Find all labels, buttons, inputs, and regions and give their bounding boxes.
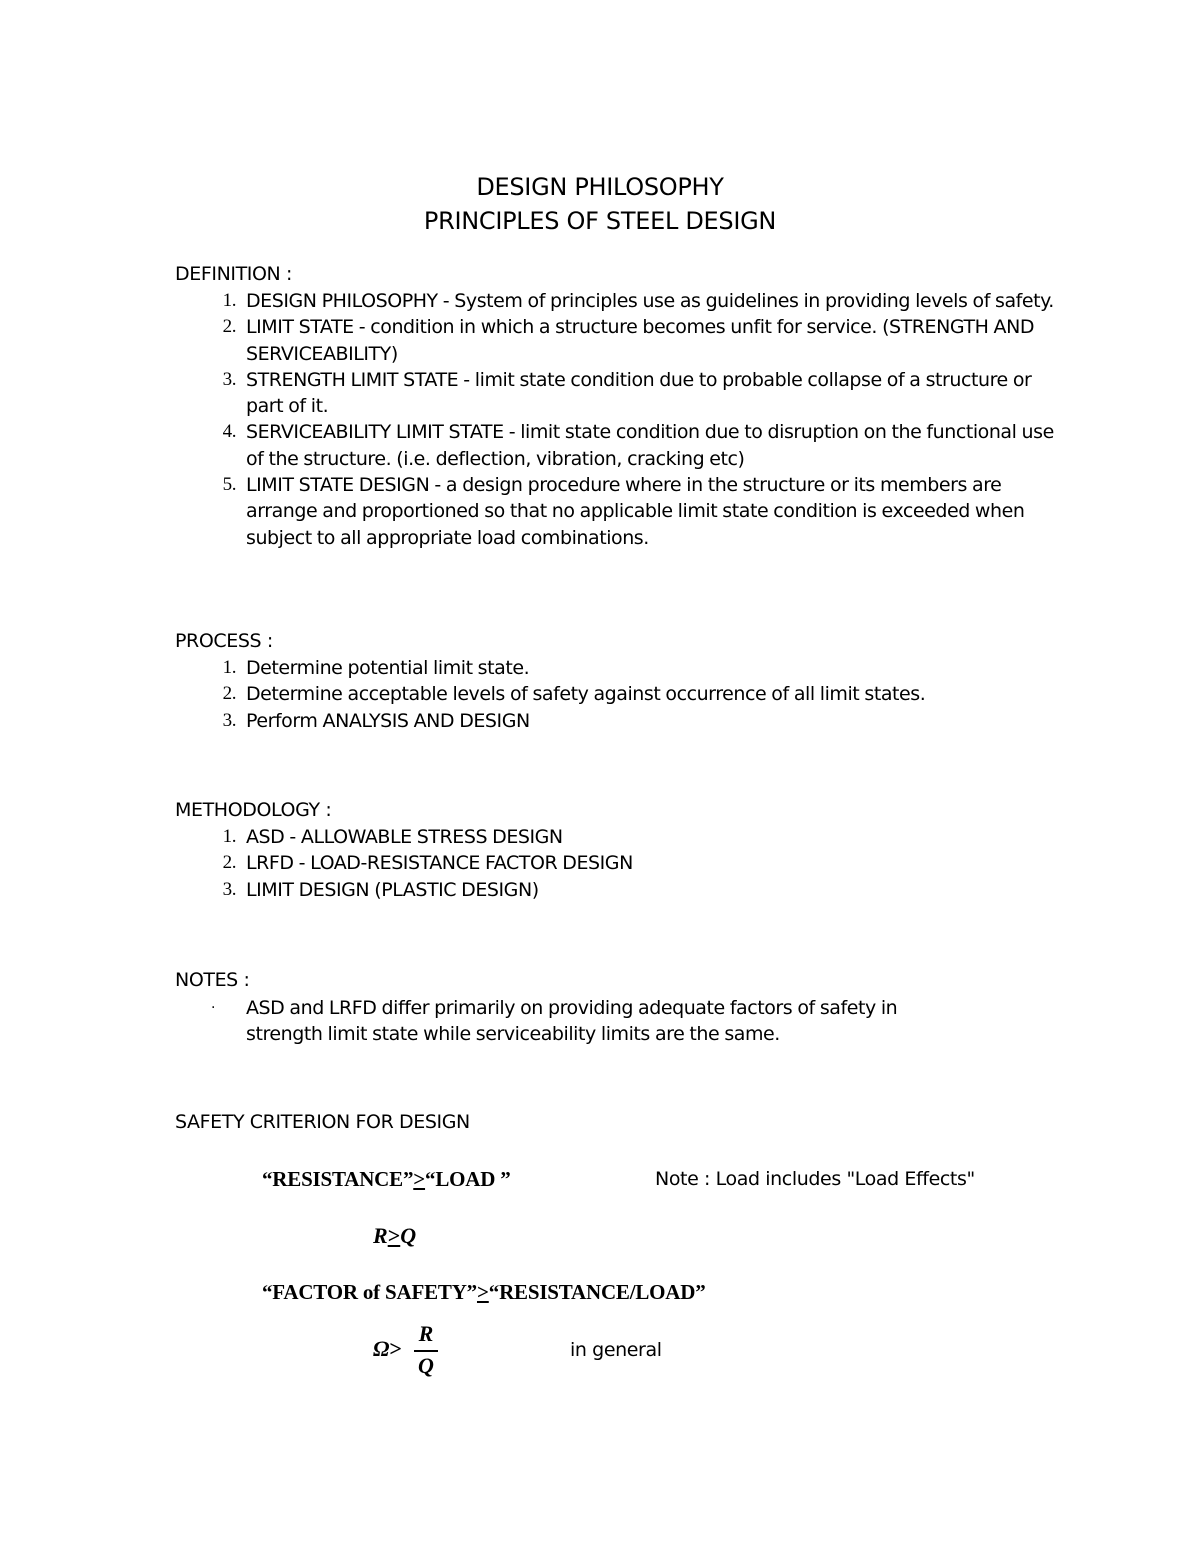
fraction-denominator: Q xyxy=(418,1353,434,1378)
item-number: 5. xyxy=(222,474,236,496)
equation-lhs: “FACTOR of SAFETY” xyxy=(262,1280,477,1304)
notes-list xyxy=(0,995,1200,1048)
item-number: 2. xyxy=(222,683,236,705)
item-text: LIMIT DESIGN (PLASTIC DESIGN) xyxy=(246,878,539,901)
greater-equal-operator: > xyxy=(387,1223,401,1248)
item-text: Determine potential limit state. xyxy=(246,657,530,679)
list-item xyxy=(0,824,1066,850)
methodology-list xyxy=(0,824,1200,903)
bullet-icon: · xyxy=(211,1000,216,1016)
list-item xyxy=(0,681,1066,707)
item-number: 2. xyxy=(222,316,236,338)
item-text: LIMIT STATE - condition in which a structure becomes unfit for service. (STRENGTH AND SERVICEABILITY) xyxy=(246,316,1035,365)
item-text: ASD - ALLOWABLE STRESS DESIGN xyxy=(246,826,563,848)
process-list xyxy=(0,655,1200,734)
item-text: Determine acceptable levels of safety against occurrence of all limit states. xyxy=(246,683,926,706)
equation-rhs: Q xyxy=(400,1223,417,1248)
greater-equal-operator: > xyxy=(476,1280,489,1304)
list-item xyxy=(0,850,1066,876)
item-number: 4. xyxy=(222,421,236,443)
load-effects-note: Note : Load includes "Load Effects" xyxy=(655,1168,975,1190)
list-item xyxy=(0,419,1066,472)
equation-omega xyxy=(373,1336,402,1362)
list-item xyxy=(0,314,1066,367)
definition-list xyxy=(0,288,1200,551)
list-item xyxy=(0,288,1066,314)
item-text: LIMIT STATE DESIGN - a design procedure where in the structure or its members are arrange and proportioned so that no applicable limit state condition is exceeded when subject to all appropriate load combinations. xyxy=(246,474,1025,549)
item-number: 3. xyxy=(222,368,236,390)
greater-than-operator: > xyxy=(389,1336,402,1361)
methodology-heading: METHODOLOGY : xyxy=(175,799,332,821)
equation-lhs: R xyxy=(373,1223,388,1248)
item-number: 1. xyxy=(222,826,236,847)
equation-factor-of-safety xyxy=(262,1279,706,1305)
fraction-r-over-q xyxy=(411,1322,441,1380)
item-number: 3. xyxy=(222,709,236,731)
item-number: 3. xyxy=(222,878,236,900)
list-item xyxy=(0,655,1066,681)
definition-heading: DEFINITION : xyxy=(175,263,293,285)
greater-equal-operator: > xyxy=(413,1167,426,1191)
item-text: Perform ANALYSIS AND DESIGN xyxy=(246,709,530,732)
fraction-bar xyxy=(414,1350,438,1352)
notes-heading: NOTES : xyxy=(175,969,250,991)
item-text: ASD and LRFD differ primarily on providing adequate factors of safety in strength limit state while serviceability limits are the same. xyxy=(246,997,898,1046)
item-number: 1. xyxy=(222,657,236,678)
fraction-numerator: R xyxy=(418,1321,434,1346)
equation-resistance-load xyxy=(262,1166,511,1192)
equation-lhs: “RESISTANCE” xyxy=(262,1167,414,1191)
equation-rhs: “LOAD ” xyxy=(425,1167,511,1191)
list-item xyxy=(0,367,1066,420)
item-text: DESIGN PHILOSOPHY - System of principles use as guidelines in providing levels of safety. xyxy=(246,290,1054,312)
page-subtitle: PRINCIPLES OF STEEL DESIGN xyxy=(423,207,777,235)
item-number: 2. xyxy=(222,852,236,874)
equation-rhs: “RESISTANCE/LOAD” xyxy=(488,1280,706,1304)
list-item xyxy=(0,877,1066,903)
list-item xyxy=(0,708,1066,734)
item-text: SERVICEABILITY LIMIT STATE - limit state condition due to disruption on the functional use of the structure. (i.e. deflection, vibration, cracking etc) xyxy=(246,421,1054,470)
process-heading: PROCESS : xyxy=(175,630,273,652)
safety-heading: SAFETY CRITERION FOR DESIGN xyxy=(175,1111,470,1133)
item-text: LRFD - LOAD-RESISTANCE FACTOR DESIGN xyxy=(246,852,633,875)
equation-r-q xyxy=(373,1223,416,1249)
page-title: DESIGN PHILOSOPHY xyxy=(476,173,724,201)
omega-symbol: Ω xyxy=(373,1336,390,1361)
item-text: STRENGTH LIMIT STATE - limit state condition due to probable collapse of a structure or part of it. xyxy=(246,368,1032,418)
list-item xyxy=(0,995,946,1048)
in-general-note: in general xyxy=(570,1339,662,1361)
list-item xyxy=(0,472,1066,551)
item-number: 1. xyxy=(222,290,236,311)
